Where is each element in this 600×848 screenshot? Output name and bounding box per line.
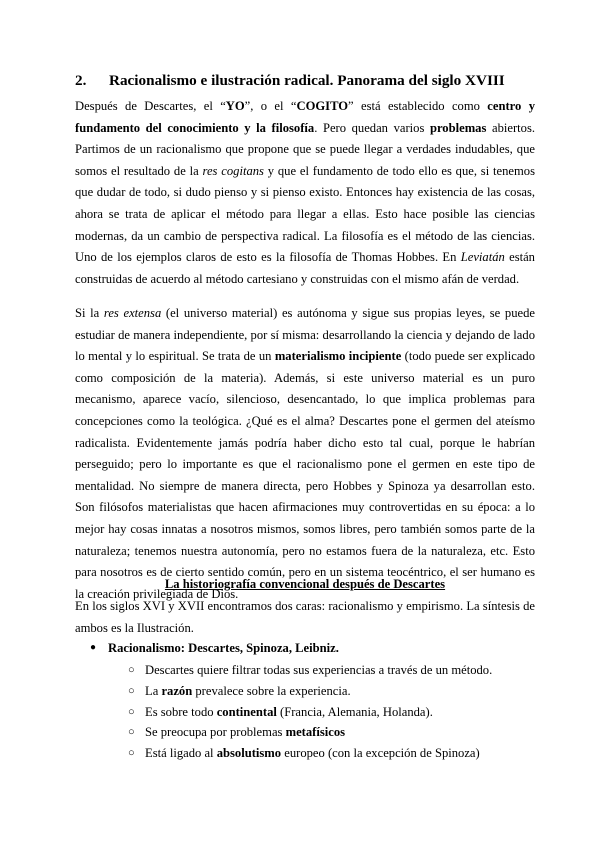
- bold-text: continental: [216, 704, 277, 719]
- bullet-icon: ●: [90, 642, 97, 653]
- sub-list: [108, 660, 535, 764]
- text-run: . Pero quedan varios: [314, 120, 430, 135]
- sub-list-item: [108, 681, 535, 702]
- text-run: y que el fundamento de todo ello es que, si tenemos que dudar de todo, si dudo pienso y si pienso existo. Entonces hay existencia de las cosas, ahora se trata de aplicar el método para llegar a ellas. Esto hace posible las ciencias modernas, da un cambio de perspectiva radical. La filosofía es el método de las ciencias. Uno de los ejemplos claros de esto es la filosofía de Thomas Hobbes. En: [75, 163, 535, 265]
- list-item: [75, 638, 535, 764]
- paragraph-siglos: En los siglos XVI y XVII encontramos dos caras: racionalismo y empirismo. La síntesis de ambos es la Ilustración.: [75, 599, 535, 635]
- bullet-label: Racionalismo: Descartes, Spinoza, Leibniz.: [108, 641, 339, 655]
- text-run: ” está establecido como: [348, 99, 488, 113]
- text-run: (el universo material) es autónoma y sigue sus propias leyes, se puede estudiar de manera independiente, por sí misma: desarrollando la ciencia y dejando de lado lo mental y lo espiritual. Se trata de un: [75, 306, 535, 364]
- sub-list-item: [108, 722, 535, 743]
- sub-list-item: [108, 743, 535, 764]
- circle-bullet-icon: ○: [128, 684, 135, 697]
- circle-bullet-icon: ○: [128, 705, 135, 718]
- bold-text: materialismo incipiente: [274, 349, 402, 364]
- bold-text: razón: [161, 683, 193, 698]
- text-run: Si la: [75, 306, 104, 320]
- sub-list-item: [108, 702, 535, 723]
- sub-list-item-text: [145, 746, 480, 760]
- circle-bullet-icon: ○: [128, 747, 135, 760]
- bold-text: COGITO: [296, 99, 349, 113]
- text-run: (Francia, Alemania, Holanda).: [276, 704, 433, 719]
- italic-text: Leviatán: [460, 250, 505, 265]
- sub-list-item-text: [145, 725, 345, 739]
- text-run: europeo (con la excepción de Spinoza): [281, 746, 480, 761]
- bullet-list: [75, 638, 535, 764]
- bold-text: problemas: [429, 120, 487, 135]
- bold-text: absolutismo: [216, 746, 282, 761]
- sub-list-item-text: [145, 684, 351, 698]
- text-run: ”, o el “: [244, 99, 297, 113]
- circle-bullet-icon: ○: [128, 664, 135, 676]
- text-run: prevalece sobre la experiencia.: [192, 683, 351, 698]
- sub-list-item: [108, 660, 535, 681]
- bold-text: metafísicos: [285, 725, 346, 740]
- text-run: La: [145, 683, 162, 698]
- text-run: (todo puede ser explicado como composición de la materia). Además, si este universo material es un puro mecanismo, aparece vacío, silencioso, desencantado, lo que implica problemas para concepciones como la teológica. ¿Qué es el alma? Descartes pone el germen del ateísmo radicalista. Evidentemente jamás podría haber dicho esto tal cual, porque le habrían perseguido; pero lo importante es que el racionalismo pone el germen en este tipo de mentalidad. No siempre de manera directa, pero Hobbes y Spinoza ya desarrollan esto. Son filósofos materialistas que hacen afirmaciones muy controvertidas en su época: a lo mejor hay cosas innatas a nosotros mismos, somos libres, pero también somos parte de la naturaleza; tenemos nuestra autonomía, pero no estamos fuera de la naturaleza, etc. Esto para nosotros es de cierto sentido común, pero en un sistema teocéntrico, el ser humano es la creación privilegiada de Dios.: [75, 349, 536, 601]
- text-run: están construidas de acuerdo al método cartesiano y construidas con el mismo afán de verdad.: [75, 250, 535, 286]
- circle-bullet-icon: ○: [128, 726, 135, 739]
- text-run: Después de Descartes, el “: [75, 99, 226, 113]
- text-run: Se preocupa por problemas: [145, 725, 286, 740]
- bold-text: centro y fundamento del conocimiento y la filosofía: [75, 99, 535, 135]
- sub-list-item-text: [145, 663, 492, 677]
- italic-text: res extensa: [103, 306, 162, 320]
- text-run: Descartes quiere filtrar todas sus experiencias a través de un método.: [145, 663, 493, 677]
- text-run: Está ligado al: [145, 746, 217, 761]
- text-run: Es sobre todo: [145, 704, 217, 719]
- section-title: Racionalismo e ilustración radical. Panorama del siglo XVIII: [109, 72, 505, 89]
- text-run: abiertos. Partimos de un racionalismo que propone que se puede llegar a verdades indudables, que somos el resultado de la: [75, 120, 535, 178]
- sub-list-item-text: [145, 705, 433, 719]
- paragraph-res-extensa: [75, 303, 535, 605]
- section-number: 2.: [75, 72, 87, 89]
- paragraph-descartes: [75, 96, 535, 290]
- section-heading: [75, 72, 535, 90]
- italic-text: res cogitans: [202, 163, 264, 178]
- subheading: La historiografía convencional después de Descartes: [164, 577, 446, 591]
- bold-text: YO: [225, 99, 245, 113]
